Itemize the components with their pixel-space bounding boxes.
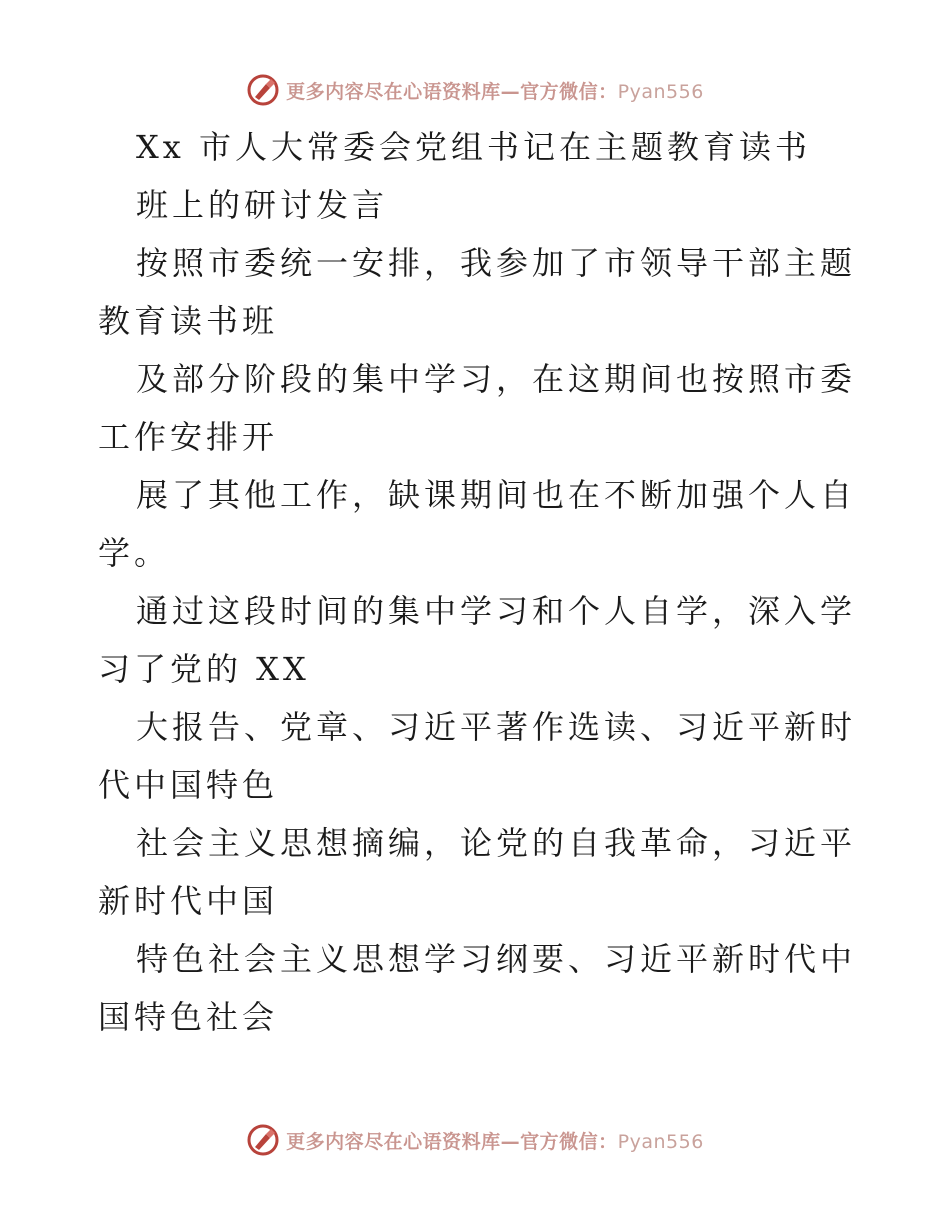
body-paragraph: 大报告、党章、习近平著作选读、习近平新时代中国特色 <box>98 708 857 804</box>
body-paragraph: 社会主义思想摘编，论党的自我革命，习近平新时代中国 <box>98 824 857 920</box>
watermark-text: 更多内容尽在心语资料库—官方微信： <box>286 80 618 103</box>
document-title-line-1: Xx 市人大常委会党组书记在主题教育读书 <box>136 128 812 166</box>
watermark-id: Pyan556 <box>617 1130 704 1153</box>
body-paragraph: 展了其他工作，缺课期间也在不断加强个人自学。 <box>98 476 857 572</box>
body-paragraph: 通过这段时间的集中学习和个人自学，深入学习了党的 XX <box>98 592 857 688</box>
watermark-text: 更多内容尽在心语资料库—官方微信： <box>286 1130 618 1153</box>
pen-nib-seal-icon <box>246 1123 280 1157</box>
body-paragraph: 及部分阶段的集中学习，在这期间也按照市委工作安排开 <box>98 360 857 456</box>
pen-nib-seal-icon <box>246 73 280 107</box>
watermark-header <box>0 70 950 110</box>
body-paragraph: 特色社会主义思想学习纲要、习近平新时代中国特色社会 <box>98 940 857 1036</box>
document-body <box>98 118 858 1046</box>
body-paragraph: 按照市委统一安排，我参加了市领导干部主题教育读书班 <box>98 244 857 340</box>
watermark-id: Pyan556 <box>617 80 704 103</box>
watermark-footer <box>0 1120 950 1160</box>
document-title-line-2: 班上的研讨发言 <box>136 186 389 224</box>
